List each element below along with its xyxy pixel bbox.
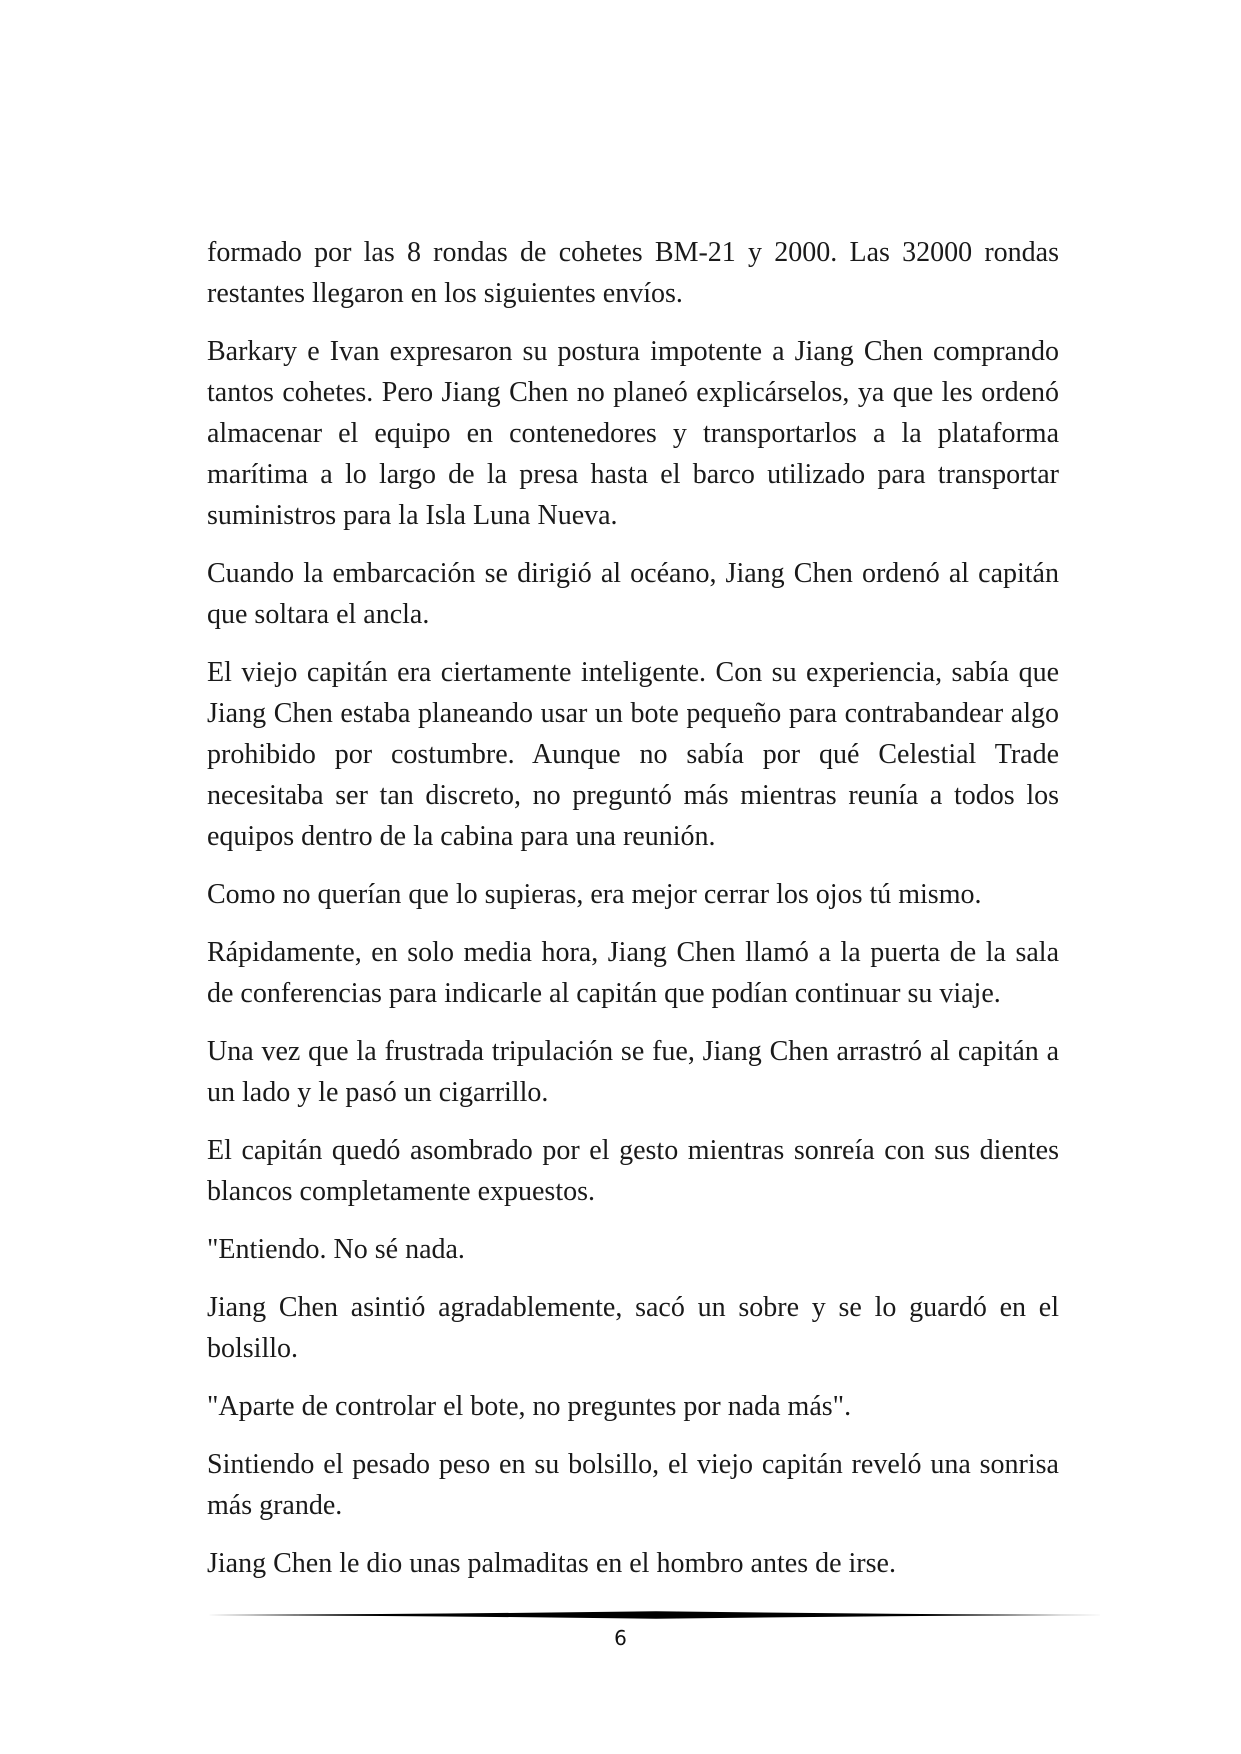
paragraph-3: Cuando la embarcación se dirigió al océano, Jiang Chen ordenó al capitán que soltara el ancla. bbox=[207, 558, 1059, 630]
paragraph-5: Como no querían que lo supieras, era mejor cerrar los ojos tú mismo. bbox=[207, 879, 982, 910]
paragraph-2: Barkary e Ivan expresaron su postura impotente a Jiang Chen comprando tantos cohetes. Pero Jiang Chen no planeó explicárselos, ya que les ordenó almacenar el equipo en contenedores y transportarlos a la plataforma marítima a lo largo de la presa hasta el barco utilizado para transportar suministros para la Isla Luna Nueva. bbox=[207, 336, 1059, 531]
paragraph-10: Jiang Chen asintió agradablemente, sacó un sobre y se lo guardó en el bolsillo. bbox=[207, 1292, 1059, 1364]
paragraph-7: Una vez que la frustrada tripulación se fue, Jiang Chen arrastró al capitán a un lado y le pasó un cigarrillo. bbox=[207, 1036, 1059, 1108]
text-body bbox=[207, 232, 1059, 1601]
paragraph-13: Jiang Chen le dio unas palmaditas en el hombro antes de irse. bbox=[207, 1548, 896, 1579]
footer-rule-shape bbox=[207, 1611, 1105, 1619]
paragraph-11: "Aparte de controlar el bote, no preguntes por nada más". bbox=[207, 1391, 852, 1422]
footer-rule bbox=[207, 1608, 1105, 1622]
paragraph-8: El capitán quedó asombrado por el gesto mientras sonreía con sus dientes blancos completamente expuestos. bbox=[207, 1135, 1059, 1207]
paragraph-4: El viejo capitán era ciertamente inteligente. Con su experiencia, sabía que Jiang Chen estaba planeando usar un bote pequeño para contrabandear algo prohibido por costumbre. Aunque no sabía por qué Celestial Trade necesitaba ser tan discreto, no preguntó más mientras reunía a todos los equipos dentro de la cabina para una reunión. bbox=[207, 657, 1059, 852]
paragraph-6: Rápidamente, en solo media hora, Jiang Chen llamó a la puerta de la sala de conferencias para indicarle al capitán que podían continuar su viaje. bbox=[207, 937, 1059, 1009]
paragraph-1: formado por las 8 rondas de cohetes BM-21 y 2000. Las 32000 rondas restantes llegaron en los siguientes envíos. bbox=[207, 237, 1059, 309]
paragraph-9: "Entiendo. No sé nada. bbox=[207, 1234, 465, 1265]
paragraph-12: Sintiendo el pesado peso en su bolsillo, el viejo capitán reveló una sonrisa más grande. bbox=[207, 1449, 1059, 1521]
page-number: 6 bbox=[614, 1626, 627, 1650]
